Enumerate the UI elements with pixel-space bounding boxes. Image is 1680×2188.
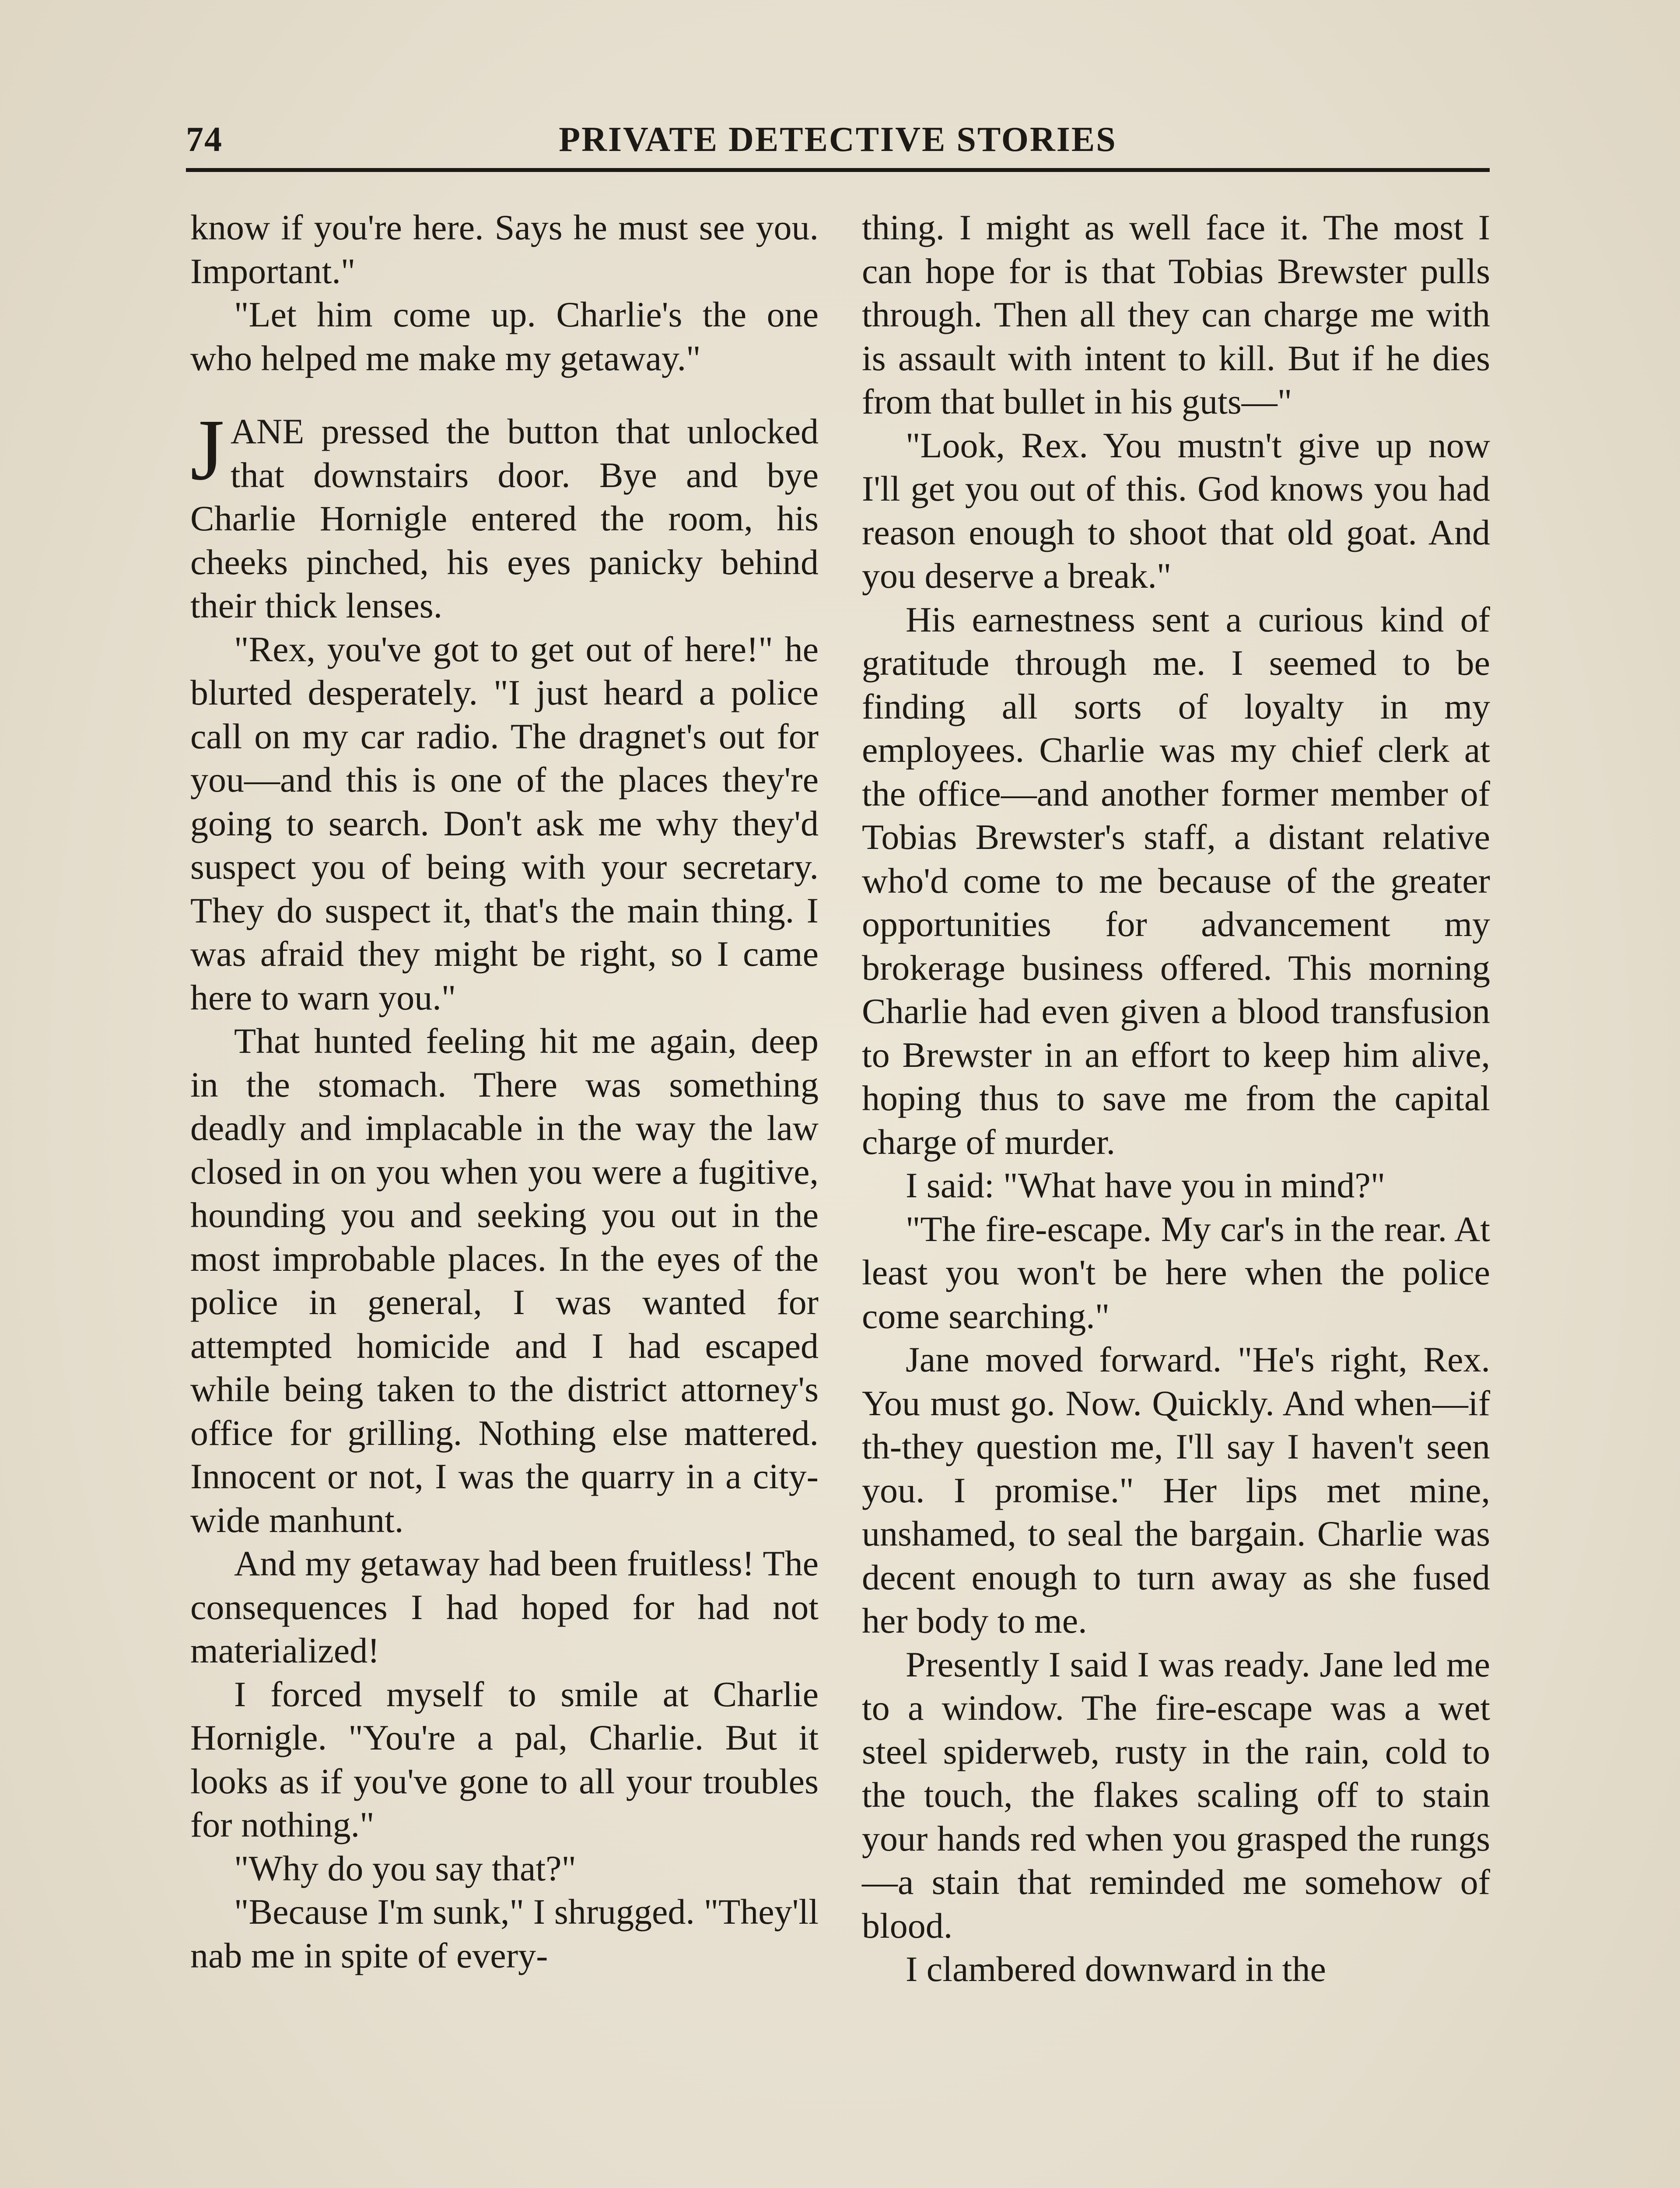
right-column: [862, 206, 1490, 1991]
paragraph: His earnestness sent a curious kind of gratitude through me. I seemed to be finding all sorts of loyalty in my employees. Charlie was my chief clerk at the office—and another former member of Tobias Brewster's staff, a distant relative who'd come to me because of the greater opportunities for advancement my brokerage business offered. This morning Charlie had even given a blood transfusion to Brewster in an effort to keep him alive, hoping thus to save me from the capital charge of murder.: [862, 599, 1490, 1162]
paragraph: "Rex, you've got to get out of here!" he blurted desperately. "I just heard a police call on my car radio. The dragnet's out for you—and this is one of the places they're going to search. Don't ask me why they'd suspect you of being with your secretary. They do suspect it, that's the main thing. I was afraid they might be right, so I came here to warn you.": [190, 629, 819, 1017]
paragraph: "Because I'm sunk," I shrugged. "They'll nab me in spite of every-: [190, 1892, 819, 1975]
paragraph: That hunted feeling hit me again, deep in the stomach. There was something deadly and implacable in the way the law closed in on you when you were a fugitive, hounding you and seeking you out in the most improbable places. In the eyes of the police in general, I was wanted for attempted homicide and I had escaped while being taken to the district attorney's office for grilling. Nothing else mattered. Innocent or not, I was the quarry in a city-wide manhunt.: [190, 1021, 819, 1540]
paragraph: know if you're here. Says he must see you. Important.": [190, 207, 819, 291]
paragraph: "Look, Rex. You mustn't give up now I'll get you out of this. God knows you had reason enough to shoot that old goat. And you deserve a break.": [862, 425, 1490, 596]
paragraph: I clambered downward in the: [906, 1949, 1326, 1989]
paragraph: "Why do you say that?": [234, 1848, 577, 1888]
page-header: [186, 115, 1490, 163]
drop-cap: J: [190, 402, 224, 498]
left-column: [190, 206, 819, 1977]
paragraph: Jane moved forward. "He's right, Rex. You must go. Now. Quickly. And when—if th-they question me, I'll say I haven't seen you. I promise." Her lips met mine, unshamed, to seal the bargain. Charlie was decent enough to turn away as she fused her body to me.: [862, 1339, 1490, 1641]
paragraph: thing. I might as well face it. The most I can hope for is that Tobias Brewster pulls through. Then all they can charge me with is assault with intent to kill. But if he dies from that bullet in his guts—": [862, 207, 1490, 421]
paragraph: "Let him come up. Charlie's the one who helped me make my getaway.": [190, 295, 819, 378]
paragraph: I said: "What have you in mind?": [906, 1165, 1386, 1205]
paragraph: I forced myself to smile at Charlie Hornigle. "You're a pal, Charlie. But it looks as if you've gone to all your troubles for nothing.": [190, 1674, 819, 1844]
running-head-title: PRIVATE DETECTIVE STORIES: [559, 120, 1117, 159]
section-opening-paragraph: [190, 402, 819, 628]
paragraph: And my getaway had been fruitless! The consequences I had hoped for had not materialized!: [190, 1543, 819, 1670]
page-number: 74: [186, 120, 223, 159]
paragraph: Presently I said I was ready. Jane led me to a window. The fire-escape was a wet steel spiderweb, rusty in the rain, cold to the touch, the flakes scaling off to stain your hands red when you grasped the rungs—a stain that reminded me somehow of blood.: [862, 1644, 1490, 1946]
header-rule: [186, 168, 1490, 172]
paragraph: "The fire-escape. My car's in the rear. At least you won't be here when the police come searching.": [862, 1209, 1490, 1336]
paragraph-text: ANE pressed the button that unlocked that downstairs door. Bye and bye Charlie Hornigle entered the room, his cheeks pinched, his eyes panicky behind their thick lenses.: [190, 411, 819, 625]
